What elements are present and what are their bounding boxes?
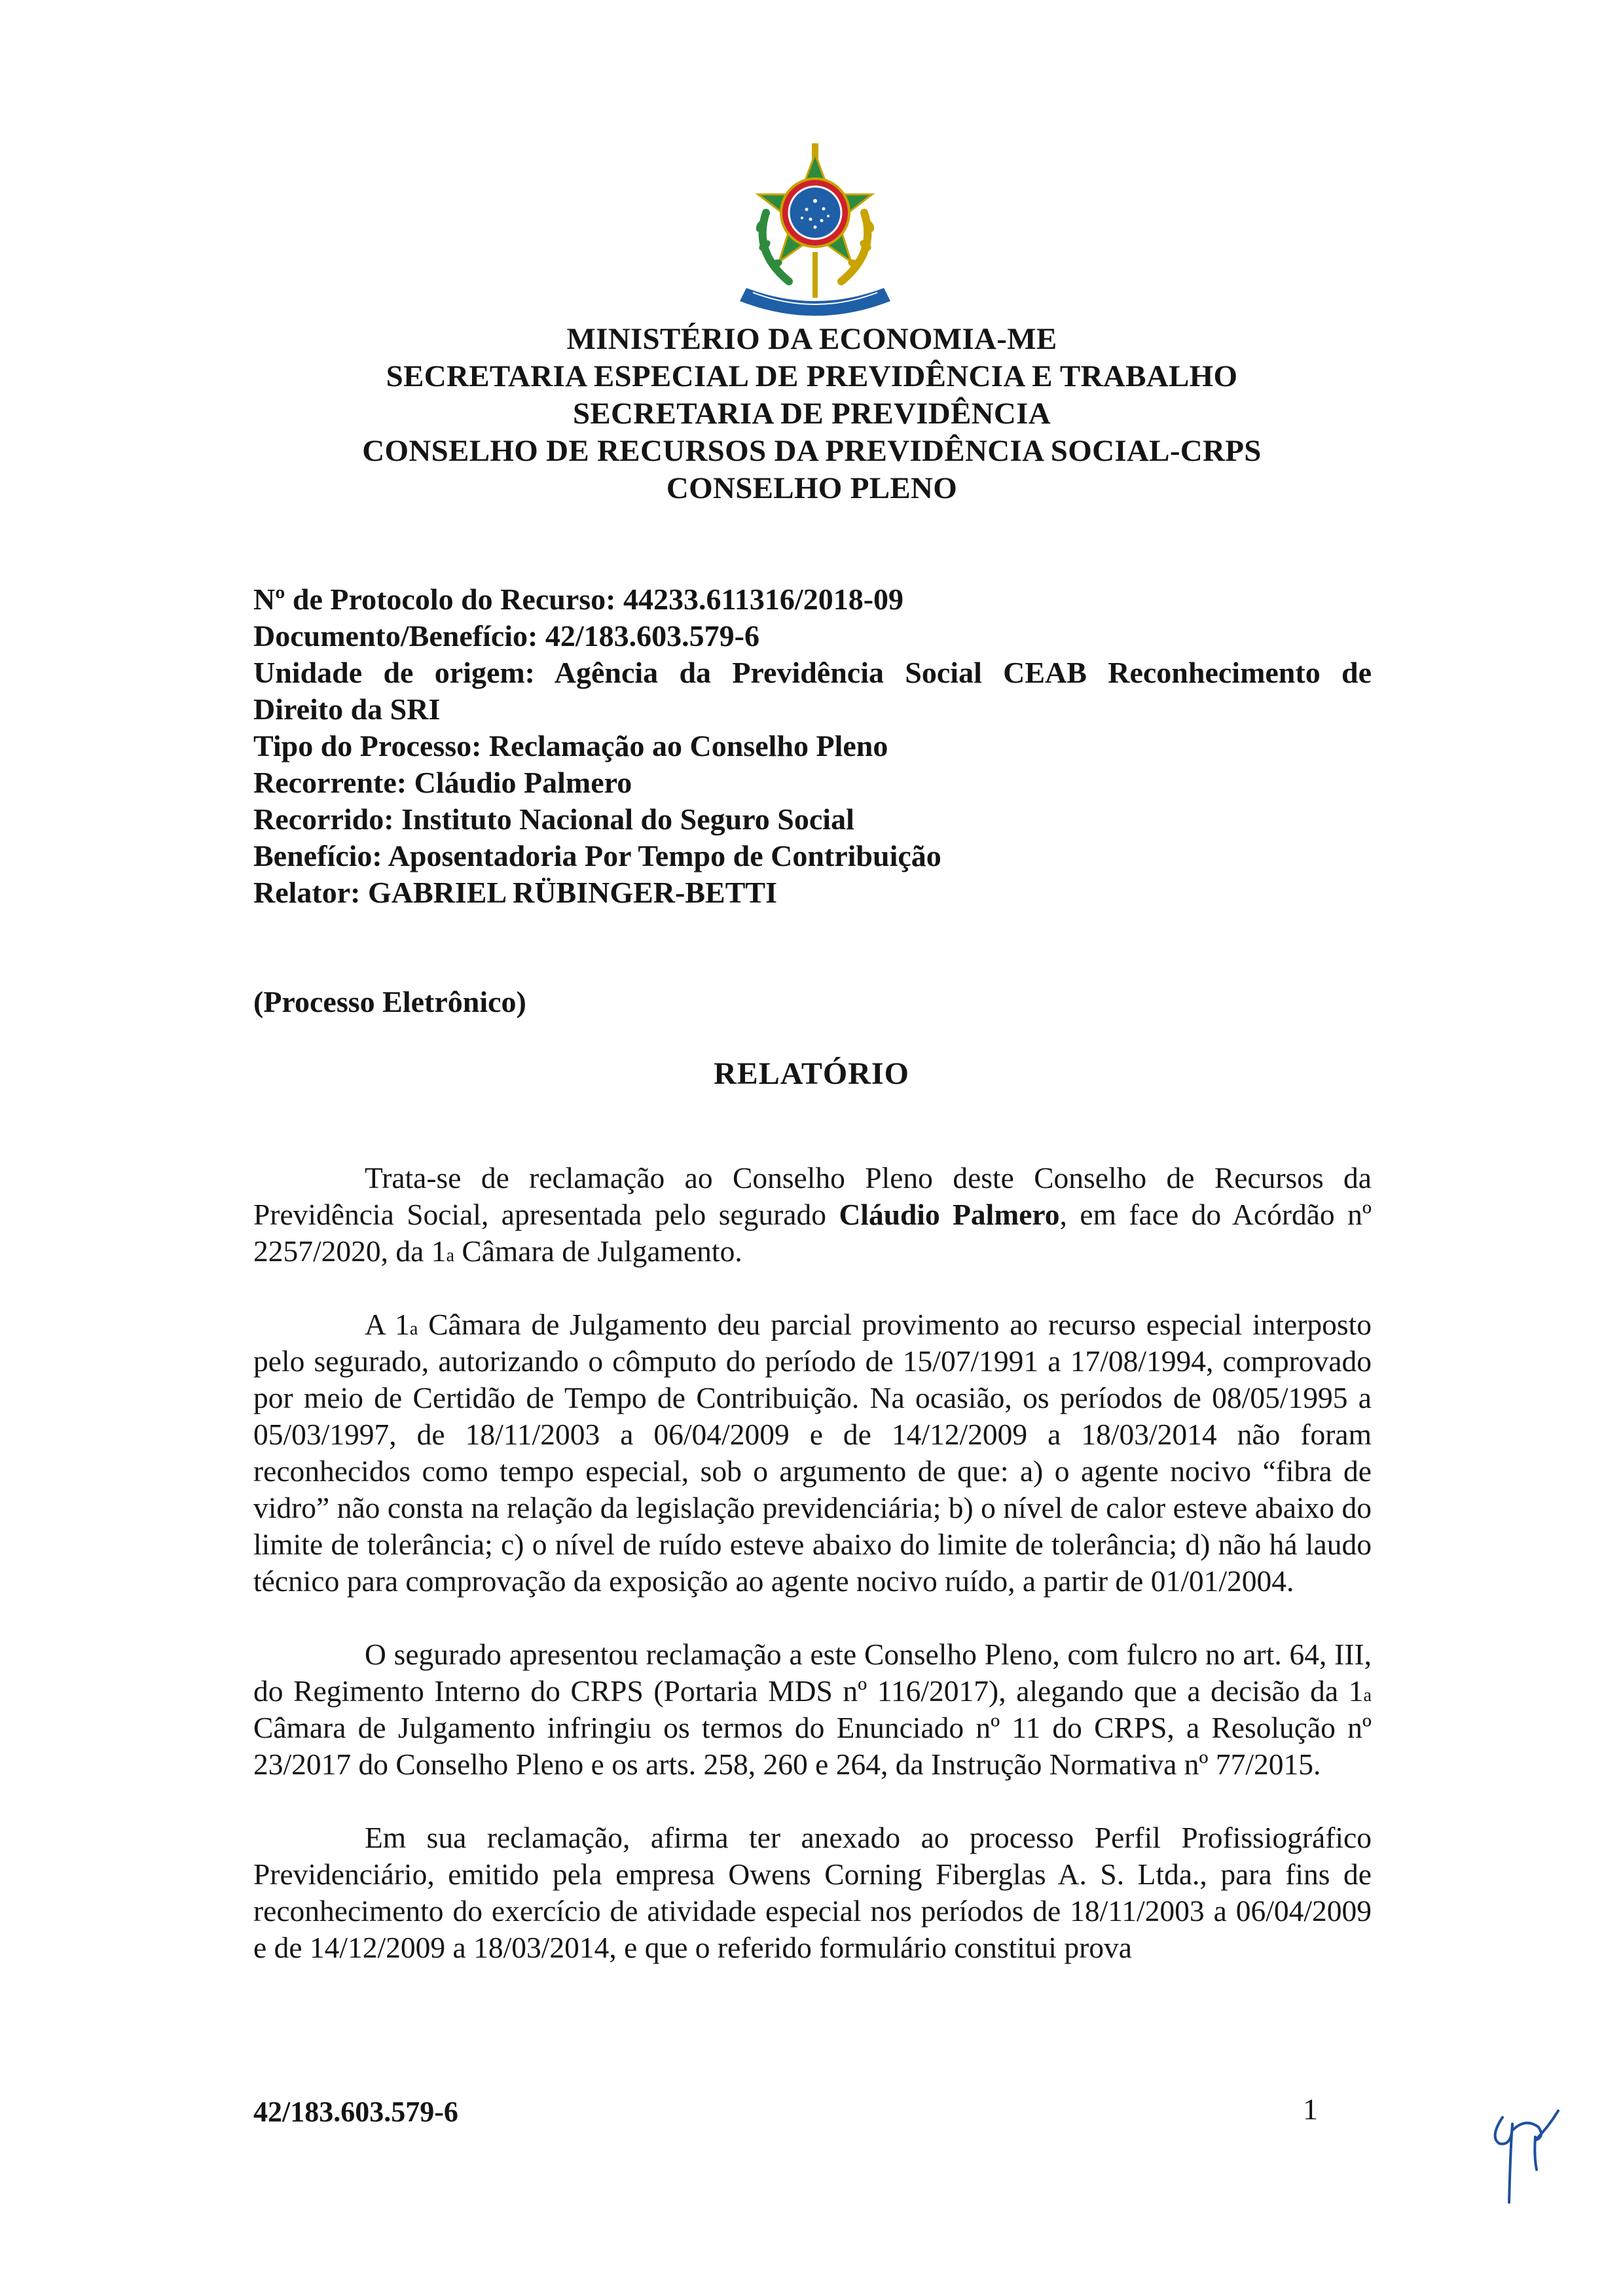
benefit-type: Benefício: Aposentadoria Por Tempo de Contribuição (253, 839, 941, 872)
header-special-secretariat: SECRETARIA ESPECIAL DE PREVIDÊNCIA E TRABALHO (386, 359, 1238, 393)
paragraph-1: Trata-se de reclamação ao Conselho Pleno deste Conselho de Recursos da Previdência Social, apresentada pelo segurado Cláudio Palmero, em face do Acórdão nº 2257/2020, da 1$^a$ Câmara de Julgamento. (253, 1161, 1372, 1268)
report-body (253, 1160, 1372, 2003)
process-type: Tipo do Processo: Reclamação ao Conselho Pleno (253, 729, 888, 762)
electronic-process-note: (Processo Eletrônico) (253, 985, 526, 1018)
footer-document-id: 42/183.603.579-6 (253, 2096, 458, 2128)
paragraph-2: A 1$^a$ Câmara de Julgamento deu parcial provimento ao recurso especial interposto pelo segurado, autorizando o cômputo do período de 15/07/1991 a 17/08/1994, comprovado por meio de Certidão de Tempo de Contribuição. Na ocasião, os períodos de 08/05/1995 a 05/03/1997, de 18/11/2003 a 06/04/2009 e de 14/12/2009 a 18/03/2014 não foram reconhecidos como tempo especial, sob o argumento de que: a) o agente nocivo “fibra de vidro” não consta na relação da legislação previdenciária; b) o nível de calor esteve abaixo do limite de tolerância; c) o nível de ruído esteve abaixo do limite de tolerância; d) não há laudo técnico para comprovação da exposição ao agente nocivo ruído, a partir de 01/01/2004. (253, 1308, 1372, 1598)
page-number: 1 (1303, 2092, 1318, 2126)
handwritten-initials-icon (1476, 2091, 1568, 2215)
claimant-name: Cláudio Palmero (839, 1198, 1060, 1231)
paragraph-4: Em sua reclamação, afirma ter anexado ao processo Perfil Profissiográfico Previdenciário, emitido pela empresa Owens Corning Fiberglas A. S. Ltda., para fins de reconhecimento do exercício de atividade especial nos períodos de 18/11/2003 a 06/04/2009 e de 14/12/2009 a 18/03/2014, e que o referido formulário constitui prova (253, 1821, 1372, 1964)
respondent: Recorrido: Instituto Nacional do Seguro Social (253, 802, 854, 836)
header-council: CONSELHO DE RECURSOS DA PREVIDÊNCIA SOCIAL-CRPS (362, 434, 1262, 468)
document-header (196, 321, 1427, 507)
origin-unit-line2: Direito da SRI (253, 692, 441, 726)
origin-unit-line1: Unidade de origem: Agência da Previdência Social CEAB Reconhecimento de (253, 656, 1372, 689)
report-title: RELATÓRIO (714, 1056, 909, 1091)
protocol-number: Nº de Protocolo do Recurso: 44233.611316/2018-09 (253, 583, 904, 616)
appellant: Recorrente: Cláudio Palmero (253, 766, 632, 799)
document-benefit: Documento/Benefício: 42/183.603.579-6 (253, 619, 759, 653)
paragraph-3: O segurado apresentou reclamação a este Conselho Pleno, com fulcro no art. 64, III, do Regimento Interno do CRPS (Portaria MDS nº 116/2017), alegando que a decisão da 1$^a$ Câmara de Julgamento infringiu os termos do Enunciado nº 11 do CRPS, a Resolução nº 23/2017 do Conselho Pleno e os arts. 258, 260 e 264, da Instrução Normativa nº 77/2015. (253, 1638, 1372, 1781)
brazil-coat-of-arms-icon (727, 141, 903, 327)
case-metadata (253, 581, 1372, 911)
header-plenary: CONSELHO PLENO (666, 471, 958, 505)
rapporteur: Relator: GABRIEL RÜBINGER-BETTI (253, 876, 777, 909)
header-secretariat: SECRETARIA DE PREVIDÊNCIA (572, 397, 1051, 431)
header-ministry: MINISTÉRIO DA ECONOMIA-ME (566, 322, 1057, 356)
